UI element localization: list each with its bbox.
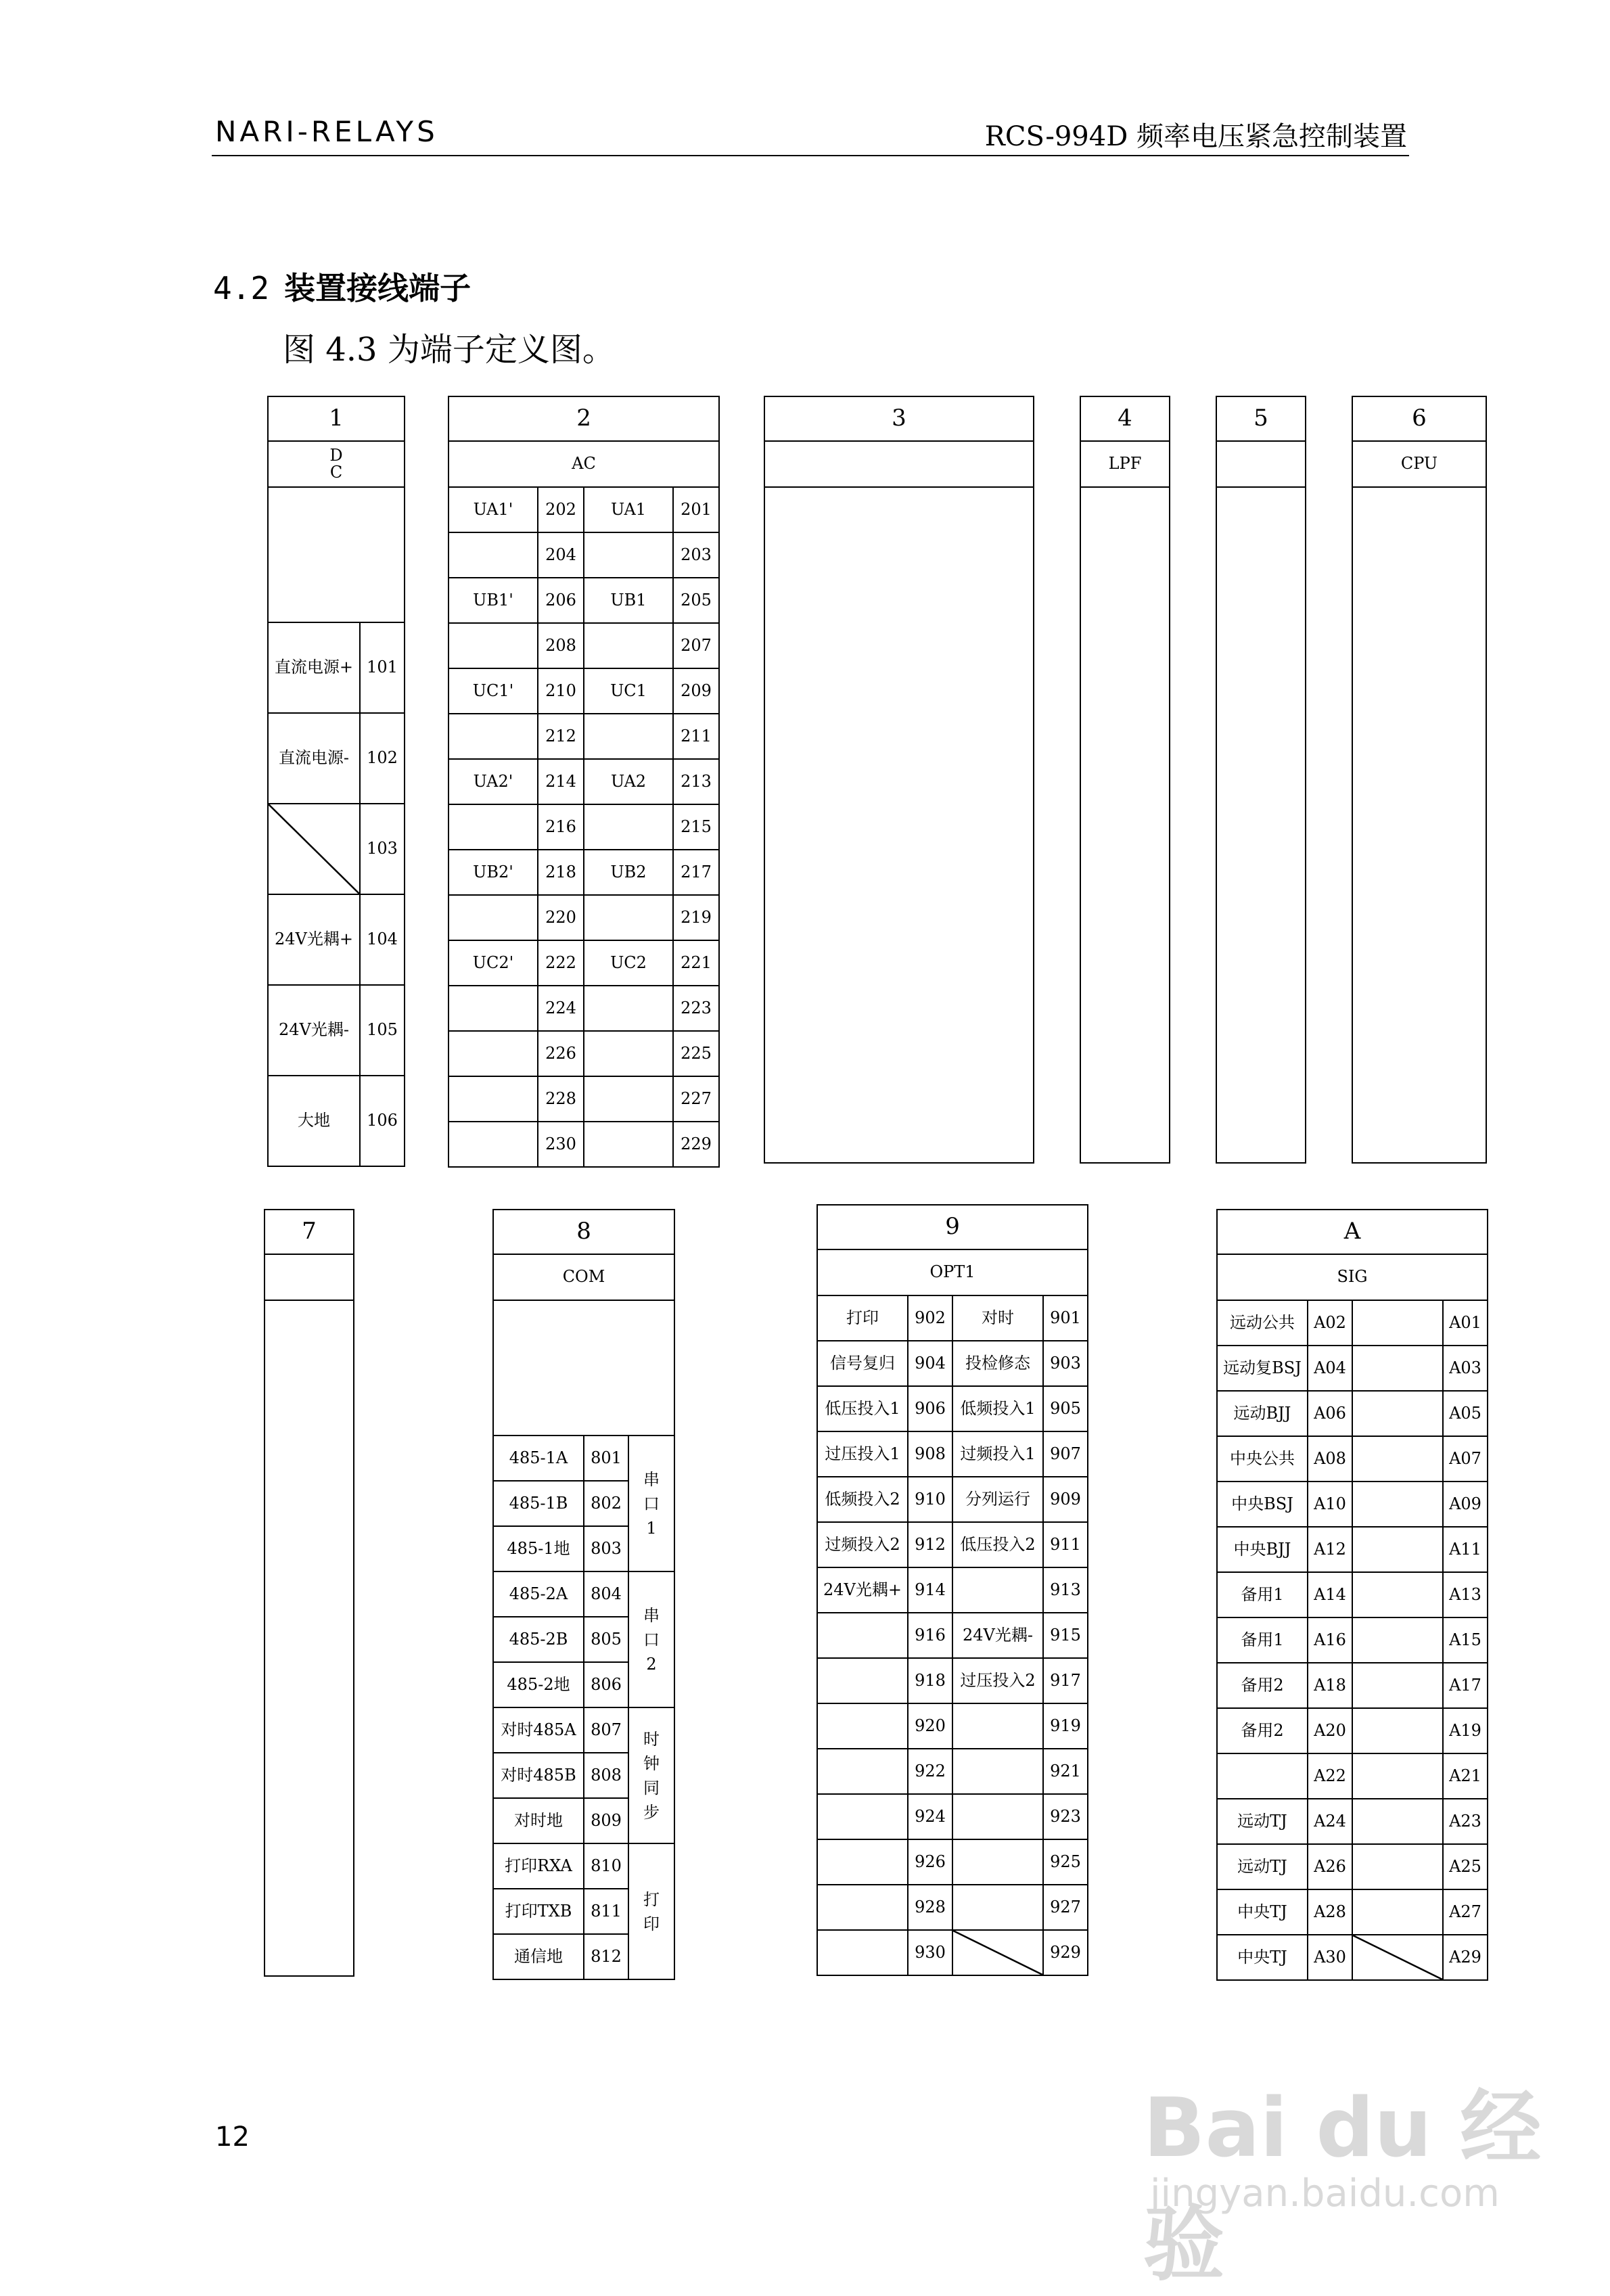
terminal-label bbox=[817, 1749, 908, 1794]
terminal-pin: 208 bbox=[538, 623, 584, 668]
board-9-label: OPT1 bbox=[817, 1249, 1088, 1295]
board-8-number: 8 bbox=[493, 1210, 674, 1254]
group-serial-2 bbox=[628, 1571, 674, 1707]
terminal-label bbox=[584, 986, 673, 1031]
terminal-label bbox=[1352, 1391, 1443, 1436]
board-7-header bbox=[264, 1209, 354, 1301]
terminal-label: 信号复归 bbox=[817, 1341, 908, 1386]
terminal-label: 24V光耦- bbox=[268, 985, 360, 1076]
terminal-pin: 922 bbox=[908, 1749, 952, 1794]
board-9-number: 9 bbox=[817, 1205, 1088, 1249]
terminal-label bbox=[952, 1839, 1043, 1885]
terminal-label: 低压投入1 bbox=[817, 1386, 908, 1431]
terminal-label: 低频投入2 bbox=[817, 1477, 908, 1522]
board-8-com bbox=[492, 1209, 675, 1980]
terminal-pin: 926 bbox=[908, 1839, 952, 1885]
group-print bbox=[628, 1843, 674, 1979]
terminal-pin: 801 bbox=[584, 1436, 628, 1481]
board-7-label bbox=[264, 1254, 354, 1300]
terminal-pin: 201 bbox=[673, 487, 719, 532]
terminal-label bbox=[817, 1703, 908, 1749]
terminal-label: 485-1B bbox=[493, 1481, 584, 1526]
board-8-blank bbox=[493, 1300, 674, 1436]
terminal-pin: 104 bbox=[360, 894, 405, 985]
terminal-label: 24V光耦+ bbox=[268, 894, 360, 985]
terminal-pin: A09 bbox=[1443, 1482, 1488, 1527]
terminal-label bbox=[448, 623, 538, 668]
terminal-pin: 804 bbox=[584, 1571, 628, 1617]
terminal-pin: 914 bbox=[908, 1567, 952, 1613]
terminal-pin: 929 bbox=[1043, 1930, 1088, 1975]
terminal-pin: A03 bbox=[1443, 1346, 1488, 1391]
terminal-pin: A16 bbox=[1308, 1617, 1352, 1663]
terminal-pin: A13 bbox=[1443, 1572, 1488, 1617]
terminal-label bbox=[584, 1122, 673, 1167]
terminal-label: UB1 bbox=[584, 578, 673, 623]
terminal-pin: 216 bbox=[538, 804, 584, 850]
terminal-label bbox=[584, 714, 673, 759]
board-7-number: 7 bbox=[264, 1210, 354, 1254]
section-title: 装置接线端子 bbox=[284, 270, 472, 306]
terminal-pin: 210 bbox=[538, 668, 584, 714]
board-6-label: CPU bbox=[1352, 441, 1486, 487]
terminal-pin: A26 bbox=[1308, 1844, 1352, 1889]
board-9-opt1 bbox=[816, 1204, 1088, 1976]
terminal-label bbox=[952, 1930, 1043, 1975]
board-3-header bbox=[764, 396, 1034, 488]
terminal-pin: 227 bbox=[673, 1076, 719, 1122]
terminal-pin: 224 bbox=[538, 986, 584, 1031]
board-1-label-line: D bbox=[329, 445, 343, 465]
board-4-header bbox=[1080, 396, 1170, 488]
terminal-label bbox=[584, 532, 673, 578]
terminal-label bbox=[817, 1794, 908, 1839]
group-label: 时钟同步 bbox=[643, 1729, 660, 1822]
terminal-pin: 105 bbox=[360, 985, 405, 1076]
terminal-pin: 219 bbox=[673, 895, 719, 940]
terminal-label: 过压投入2 bbox=[952, 1658, 1043, 1703]
terminal-label bbox=[1352, 1527, 1443, 1572]
terminal-label bbox=[1352, 1482, 1443, 1527]
terminal-label: 通信地 bbox=[493, 1934, 584, 1979]
board-8-label: COM bbox=[493, 1254, 674, 1300]
terminal-label bbox=[1352, 1663, 1443, 1708]
terminal-pin: 225 bbox=[673, 1031, 719, 1076]
terminal-label: UA2 bbox=[584, 759, 673, 804]
terminal-label bbox=[584, 1076, 673, 1122]
terminal-label: 中央TJ bbox=[1217, 1935, 1308, 1980]
group-serial-1 bbox=[628, 1436, 674, 1571]
watermark-logo: Bai du 经验 bbox=[1143, 2082, 1542, 2292]
board-4-number: 4 bbox=[1080, 396, 1170, 441]
terminal-pin: 223 bbox=[673, 986, 719, 1031]
terminal-label: 打印TXB bbox=[493, 1889, 584, 1934]
terminal-label bbox=[1352, 1300, 1443, 1346]
terminal-pin: 903 bbox=[1043, 1341, 1088, 1386]
terminal-pin: 222 bbox=[538, 940, 584, 986]
terminal-pin: 211 bbox=[673, 714, 719, 759]
terminal-label: 远动复BSJ bbox=[1217, 1346, 1308, 1391]
board-1-blank bbox=[268, 487, 405, 622]
terminal-pin: A15 bbox=[1443, 1617, 1488, 1663]
terminal-pin: 226 bbox=[538, 1031, 584, 1076]
terminal-pin: A08 bbox=[1308, 1436, 1352, 1482]
terminal-label bbox=[584, 1031, 673, 1076]
terminal-label bbox=[1217, 1753, 1308, 1799]
terminal-pin: A24 bbox=[1308, 1799, 1352, 1844]
terminal-label bbox=[1352, 1436, 1443, 1482]
group-clock-sync bbox=[628, 1707, 674, 1843]
terminal-pin: 221 bbox=[673, 940, 719, 986]
terminal-pin: 927 bbox=[1043, 1885, 1088, 1930]
terminal-label bbox=[448, 532, 538, 578]
terminal-label bbox=[952, 1703, 1043, 1749]
terminal-pin: A30 bbox=[1308, 1935, 1352, 1980]
board-5-label bbox=[1216, 441, 1306, 487]
page-number: 12 bbox=[215, 2121, 250, 2153]
terminal-pin: 928 bbox=[908, 1885, 952, 1930]
terminal-label bbox=[448, 986, 538, 1031]
board-2-label: AC bbox=[448, 441, 719, 487]
terminal-label bbox=[584, 623, 673, 668]
board-6-header bbox=[1352, 396, 1487, 488]
terminal-label: 485-2A bbox=[493, 1571, 584, 1617]
terminal-pin: A28 bbox=[1308, 1889, 1352, 1935]
terminal-label: UC1 bbox=[584, 668, 673, 714]
terminal-label bbox=[1352, 1935, 1443, 1980]
terminal-pin: A05 bbox=[1443, 1391, 1488, 1436]
terminal-pin: 904 bbox=[908, 1341, 952, 1386]
terminal-label: 分列运行 bbox=[952, 1477, 1043, 1522]
terminal-label: UC2 bbox=[584, 940, 673, 986]
terminal-pin: A04 bbox=[1308, 1346, 1352, 1391]
terminal-pin: 102 bbox=[360, 713, 405, 804]
terminal-pin: 209 bbox=[673, 668, 719, 714]
header-brand: NARI-RELAYS bbox=[215, 115, 438, 148]
terminal-label bbox=[952, 1794, 1043, 1839]
terminal-pin: 218 bbox=[538, 850, 584, 895]
terminal-label bbox=[817, 1930, 908, 1975]
terminal-label: 过频投入1 bbox=[952, 1431, 1043, 1477]
terminal-pin: 920 bbox=[908, 1703, 952, 1749]
terminal-label bbox=[1352, 1346, 1443, 1391]
terminal-label: 投检修态 bbox=[952, 1341, 1043, 1386]
terminal-label: 远动公共 bbox=[1217, 1300, 1308, 1346]
terminal-pin: 212 bbox=[538, 714, 584, 759]
board-a-number: A bbox=[1217, 1210, 1488, 1254]
board-5-number: 5 bbox=[1216, 396, 1306, 441]
board-a-sig bbox=[1216, 1209, 1488, 1981]
terminal-pin: 916 bbox=[908, 1613, 952, 1658]
terminal-label bbox=[817, 1613, 908, 1658]
board-5 bbox=[1216, 396, 1306, 1164]
terminal-label: UA1' bbox=[448, 487, 538, 532]
terminal-pin: A27 bbox=[1443, 1889, 1488, 1935]
terminal-label: 24V光耦+ bbox=[817, 1567, 908, 1613]
terminal-label bbox=[448, 895, 538, 940]
terminal-label: 485-2B bbox=[493, 1617, 584, 1662]
terminal-pin: 902 bbox=[908, 1295, 952, 1341]
terminal-pin: 207 bbox=[673, 623, 719, 668]
terminal-label bbox=[448, 1122, 538, 1167]
terminal-label: 直流电源+ bbox=[268, 622, 360, 713]
terminal-label bbox=[448, 804, 538, 850]
terminal-label bbox=[584, 804, 673, 850]
terminal-pin: 220 bbox=[538, 895, 584, 940]
terminal-label bbox=[952, 1567, 1043, 1613]
terminal-label: 对时485A bbox=[493, 1707, 584, 1753]
terminal-pin: 908 bbox=[908, 1431, 952, 1477]
terminal-pin: 805 bbox=[584, 1617, 628, 1662]
board-2-number: 2 bbox=[448, 396, 719, 441]
terminal-pin: 229 bbox=[673, 1122, 719, 1167]
terminal-pin: 919 bbox=[1043, 1703, 1088, 1749]
terminal-label bbox=[952, 1885, 1043, 1930]
section-heading bbox=[213, 264, 471, 308]
terminal-pin: 810 bbox=[584, 1843, 628, 1889]
terminal-pin: 802 bbox=[584, 1481, 628, 1526]
terminal-pin: 204 bbox=[538, 532, 584, 578]
terminal-pin: 101 bbox=[360, 622, 405, 713]
board-a-label: SIG bbox=[1217, 1254, 1488, 1300]
board-6-number: 6 bbox=[1352, 396, 1486, 441]
terminal-label: 备用1 bbox=[1217, 1617, 1308, 1663]
terminal-label: 低压投入2 bbox=[952, 1522, 1043, 1567]
terminal-pin: 901 bbox=[1043, 1295, 1088, 1341]
terminal-pin: A11 bbox=[1443, 1527, 1488, 1572]
terminal-unused bbox=[268, 804, 360, 894]
terminal-pin: A17 bbox=[1443, 1663, 1488, 1708]
terminal-label bbox=[448, 1031, 538, 1076]
terminal-label: 备用1 bbox=[1217, 1572, 1308, 1617]
terminal-pin: 909 bbox=[1043, 1477, 1088, 1522]
terminal-pin: 206 bbox=[538, 578, 584, 623]
group-label: 打印 bbox=[643, 1889, 660, 1933]
terminal-label: UC2' bbox=[448, 940, 538, 986]
terminal-label bbox=[1352, 1617, 1443, 1663]
terminal-pin: 215 bbox=[673, 804, 719, 850]
terminal-pin: 809 bbox=[584, 1798, 628, 1843]
terminal-label: UB2 bbox=[584, 850, 673, 895]
terminal-pin: 803 bbox=[584, 1526, 628, 1571]
terminal-label: 485-2地 bbox=[493, 1662, 584, 1707]
terminal-pin: A06 bbox=[1308, 1391, 1352, 1436]
board-1-number: 1 bbox=[268, 396, 405, 441]
terminal-label: 对时地 bbox=[493, 1798, 584, 1843]
terminal-label: 中央TJ bbox=[1217, 1889, 1308, 1935]
terminal-pin: A10 bbox=[1308, 1482, 1352, 1527]
terminal-pin: 103 bbox=[360, 804, 405, 894]
terminal-pin: A21 bbox=[1443, 1753, 1488, 1799]
terminal-pin: 918 bbox=[908, 1658, 952, 1703]
terminal-pin: A22 bbox=[1308, 1753, 1352, 1799]
terminal-pin: A14 bbox=[1308, 1572, 1352, 1617]
terminal-pin: 912 bbox=[908, 1522, 952, 1567]
terminal-pin: 811 bbox=[584, 1889, 628, 1934]
terminal-pin: 106 bbox=[360, 1076, 405, 1166]
terminal-label: 对时485B bbox=[493, 1753, 584, 1798]
terminal-label bbox=[817, 1658, 908, 1703]
board-7 bbox=[264, 1209, 354, 1977]
board-3-label bbox=[764, 441, 1034, 487]
terminal-pin: 923 bbox=[1043, 1794, 1088, 1839]
board-4-label: LPF bbox=[1080, 441, 1170, 487]
terminal-pin: 917 bbox=[1043, 1658, 1088, 1703]
terminal-label bbox=[1352, 1753, 1443, 1799]
terminal-label bbox=[1352, 1889, 1443, 1935]
terminal-label: 对时 bbox=[952, 1295, 1043, 1341]
terminal-pin: 924 bbox=[908, 1794, 952, 1839]
terminal-label bbox=[817, 1885, 908, 1930]
terminal-label: UB1' bbox=[448, 578, 538, 623]
terminal-pin: A23 bbox=[1443, 1799, 1488, 1844]
terminal-label: 过频投入2 bbox=[817, 1522, 908, 1567]
terminal-label bbox=[448, 714, 538, 759]
terminal-label: UA2' bbox=[448, 759, 538, 804]
terminal-label: 485-1A bbox=[493, 1436, 584, 1481]
terminal-label: UC1' bbox=[448, 668, 538, 714]
terminal-pin: 921 bbox=[1043, 1749, 1088, 1794]
terminal-pin: 806 bbox=[584, 1662, 628, 1707]
intro-text: 图 4.3 为端子定义图。 bbox=[283, 331, 615, 369]
terminal-label: 直流电源- bbox=[268, 713, 360, 804]
header-doc-title: RCS-994D 频率电压紧急控制装置 bbox=[984, 121, 1407, 152]
terminal-pin: 812 bbox=[584, 1934, 628, 1979]
terminal-pin: A01 bbox=[1443, 1300, 1488, 1346]
terminal-label: UB2' bbox=[448, 850, 538, 895]
terminal-pin: 910 bbox=[908, 1477, 952, 1522]
terminal-label: 低频投入1 bbox=[952, 1386, 1043, 1431]
terminal-label: 中央BSJ bbox=[1217, 1482, 1308, 1527]
group-label: 串口2 bbox=[643, 1605, 660, 1674]
terminal-label: UA1 bbox=[584, 487, 673, 532]
terminal-pin: A25 bbox=[1443, 1844, 1488, 1889]
terminal-label: 中央公共 bbox=[1217, 1436, 1308, 1482]
terminal-pin: 214 bbox=[538, 759, 584, 804]
terminal-label bbox=[952, 1749, 1043, 1794]
terminal-label: 485-1地 bbox=[493, 1526, 584, 1571]
terminal-pin: 907 bbox=[1043, 1431, 1088, 1477]
board-3 bbox=[764, 396, 1034, 1164]
terminal-pin: 202 bbox=[538, 487, 584, 532]
terminal-pin: 905 bbox=[1043, 1386, 1088, 1431]
board-5-header bbox=[1216, 396, 1306, 488]
terminal-pin: 217 bbox=[673, 850, 719, 895]
terminal-label: 中央BJJ bbox=[1217, 1527, 1308, 1572]
terminal-label: 远动TJ bbox=[1217, 1844, 1308, 1889]
terminal-label: 24V光耦- bbox=[952, 1613, 1043, 1658]
terminal-label bbox=[1352, 1572, 1443, 1617]
terminal-pin: 906 bbox=[908, 1386, 952, 1431]
terminal-label bbox=[448, 1076, 538, 1122]
terminal-label: 远动BJJ bbox=[1217, 1391, 1308, 1436]
terminal-pin: 203 bbox=[673, 532, 719, 578]
board-4 bbox=[1080, 396, 1170, 1164]
terminal-pin: 205 bbox=[673, 578, 719, 623]
section-number: 4.2 bbox=[213, 270, 270, 306]
terminal-pin: A18 bbox=[1308, 1663, 1352, 1708]
terminal-pin: A02 bbox=[1308, 1300, 1352, 1346]
terminal-pin: 213 bbox=[673, 759, 719, 804]
terminal-pin: 913 bbox=[1043, 1567, 1088, 1613]
terminal-pin: 230 bbox=[538, 1122, 584, 1167]
board-1-dc bbox=[267, 396, 405, 1167]
terminal-label: 打印 bbox=[817, 1295, 908, 1341]
terminal-label: 备用2 bbox=[1217, 1663, 1308, 1708]
terminal-label: 远动TJ bbox=[1217, 1799, 1308, 1844]
terminal-pin: 915 bbox=[1043, 1613, 1088, 1658]
board-6-cpu bbox=[1352, 396, 1487, 1164]
terminal-pin: 808 bbox=[584, 1753, 628, 1798]
terminal-pin: A19 bbox=[1443, 1708, 1488, 1753]
header-rule bbox=[212, 155, 1409, 156]
terminal-pin: 807 bbox=[584, 1707, 628, 1753]
watermark-url: jingyan.baidu.com bbox=[1150, 2172, 1500, 2215]
terminal-label bbox=[1352, 1799, 1443, 1844]
board-1-label bbox=[268, 441, 405, 487]
terminal-pin: A12 bbox=[1308, 1527, 1352, 1572]
terminal-pin: 228 bbox=[538, 1076, 584, 1122]
terminal-label: 大地 bbox=[268, 1076, 360, 1166]
group-label: 串口1 bbox=[643, 1469, 660, 1538]
terminal-label: 备用2 bbox=[1217, 1708, 1308, 1753]
board-2-ac bbox=[448, 396, 720, 1168]
terminal-pin: 925 bbox=[1043, 1839, 1088, 1885]
board-1-label-line: C bbox=[329, 463, 343, 482]
terminal-pin: 930 bbox=[908, 1930, 952, 1975]
terminal-label bbox=[1352, 1708, 1443, 1753]
terminal-label: 过压投入1 bbox=[817, 1431, 908, 1477]
board-3-number: 3 bbox=[764, 396, 1034, 441]
terminal-pin: A20 bbox=[1308, 1708, 1352, 1753]
terminal-label: 打印RXA bbox=[493, 1843, 584, 1889]
terminal-label bbox=[1352, 1844, 1443, 1889]
terminal-label bbox=[584, 895, 673, 940]
terminal-pin: A29 bbox=[1443, 1935, 1488, 1980]
terminal-pin: 911 bbox=[1043, 1522, 1088, 1567]
terminal-label bbox=[817, 1839, 908, 1885]
terminal-pin: A07 bbox=[1443, 1436, 1488, 1482]
